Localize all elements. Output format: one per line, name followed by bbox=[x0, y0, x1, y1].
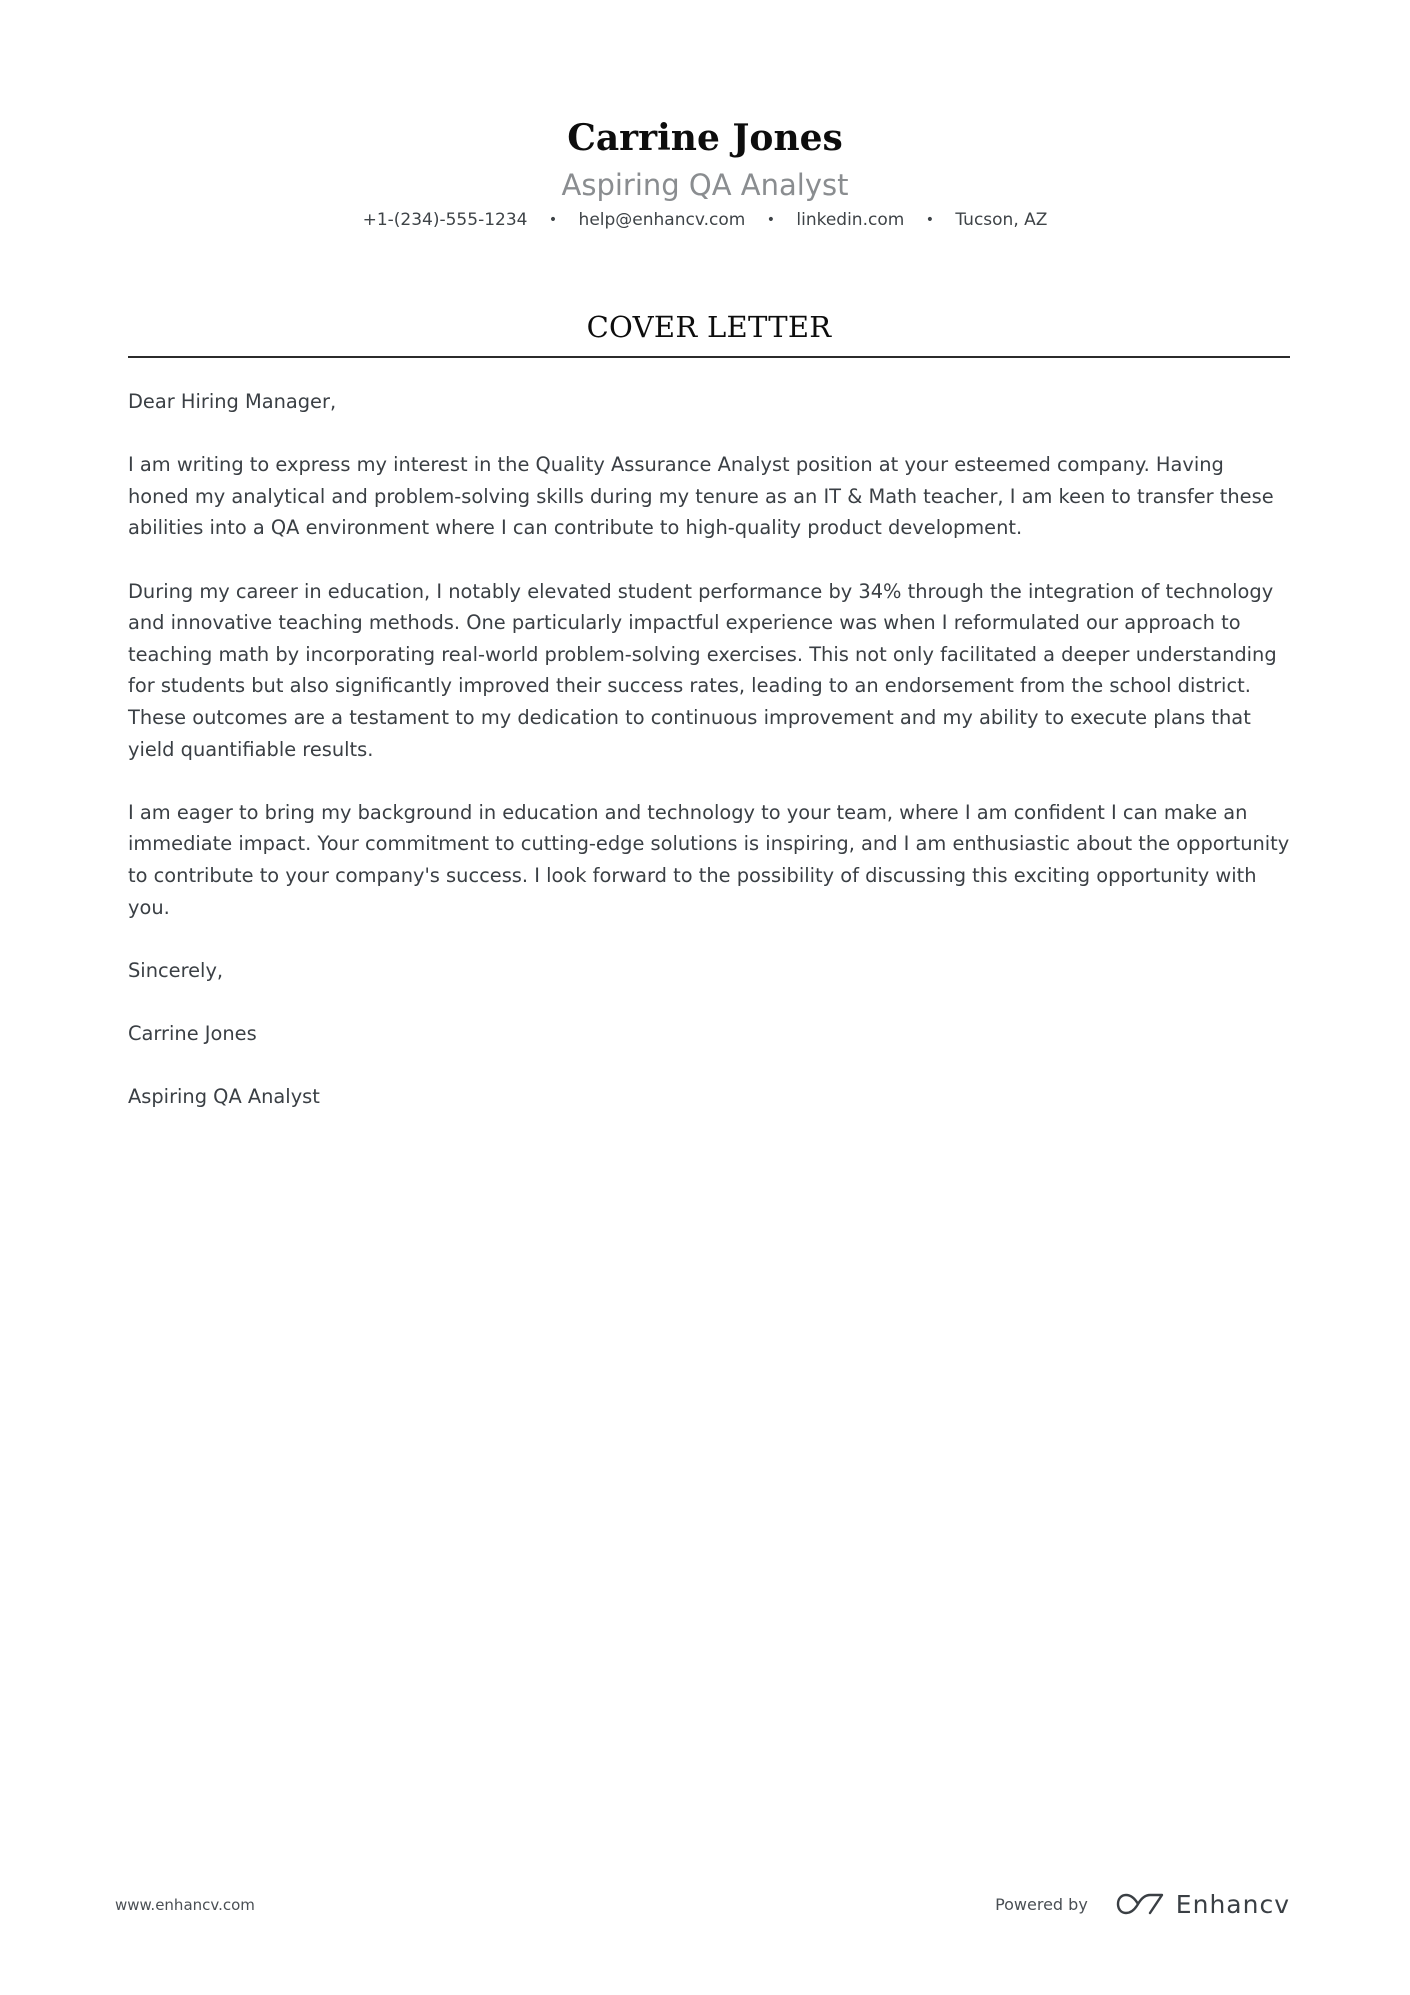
contact-phone: +1-(234)-555-1234 bbox=[362, 210, 528, 230]
contact-separator: • bbox=[925, 212, 934, 228]
contact-location: Tucson, AZ bbox=[955, 210, 1048, 230]
resume-header bbox=[0, 112, 1410, 232]
contact-line bbox=[0, 208, 1410, 232]
signature-name: Carrine Jones bbox=[128, 1021, 257, 1045]
letter-closing: Sincerely, bbox=[128, 958, 224, 982]
contact-separator: • bbox=[766, 212, 775, 228]
footer-branding[interactable] bbox=[995, 1884, 1290, 1924]
letter-paragraph: I am writing to express my interest in the Quality Assurance Analyst position at your esteemed company. Having honed my analytical and problem-solving skills during my tenure as an IT & Math teacher, I am keen to transfer these abilities into a QA environment where I can contribute to high-quality product development. bbox=[128, 453, 1274, 540]
candidate-title: Aspiring QA Analyst bbox=[561, 168, 849, 202]
contact-separator: • bbox=[548, 212, 558, 228]
section-title: COVER LETTER bbox=[586, 310, 832, 344]
contact-linkedin[interactable]: linkedin.com bbox=[796, 210, 905, 230]
section-divider bbox=[128, 356, 1290, 358]
enhancv-logo-text: Enhancv bbox=[1175, 1889, 1290, 1919]
letter-body bbox=[128, 386, 1290, 1144]
letter-paragraph: During my career in education, I notably elevated student performance by 34% through the integration of technology and innovative teaching methods. One particularly impactful experience was when I reformulated our approach to teaching math by incorporating real-world problem-solving exercises. This not only facilitated a deeper understanding for students but also significantly improved their success rates, leading to an endorsement from the school district. These outcomes are a testament to my dedication to continuous improvement and my ability to execute plans that yield quantifiable results. bbox=[128, 579, 1277, 761]
contact-email[interactable]: help@enhancv.com bbox=[578, 210, 746, 230]
footer-website-link[interactable]: www.enhancv.com bbox=[115, 1896, 255, 1914]
enhancv-logo-icon bbox=[1116, 1891, 1164, 1917]
candidate-name: Carrine Jones bbox=[567, 117, 843, 159]
letter-greeting: Dear Hiring Manager, bbox=[128, 390, 337, 413]
signature-title: Aspiring QA Analyst bbox=[128, 1085, 320, 1109]
powered-by-label: Powered by bbox=[995, 1894, 1088, 1914]
letter-paragraph: I am eager to bring my background in education and technology to your team, where I am confident I can make an immediate impact. Your commitment to cutting-edge solutions is inspiring, and I am enthusiastic about the opportunity to contribute to your company's success. I look forward to the possibility of discussing this exciting opportunity with you. bbox=[128, 800, 1290, 919]
